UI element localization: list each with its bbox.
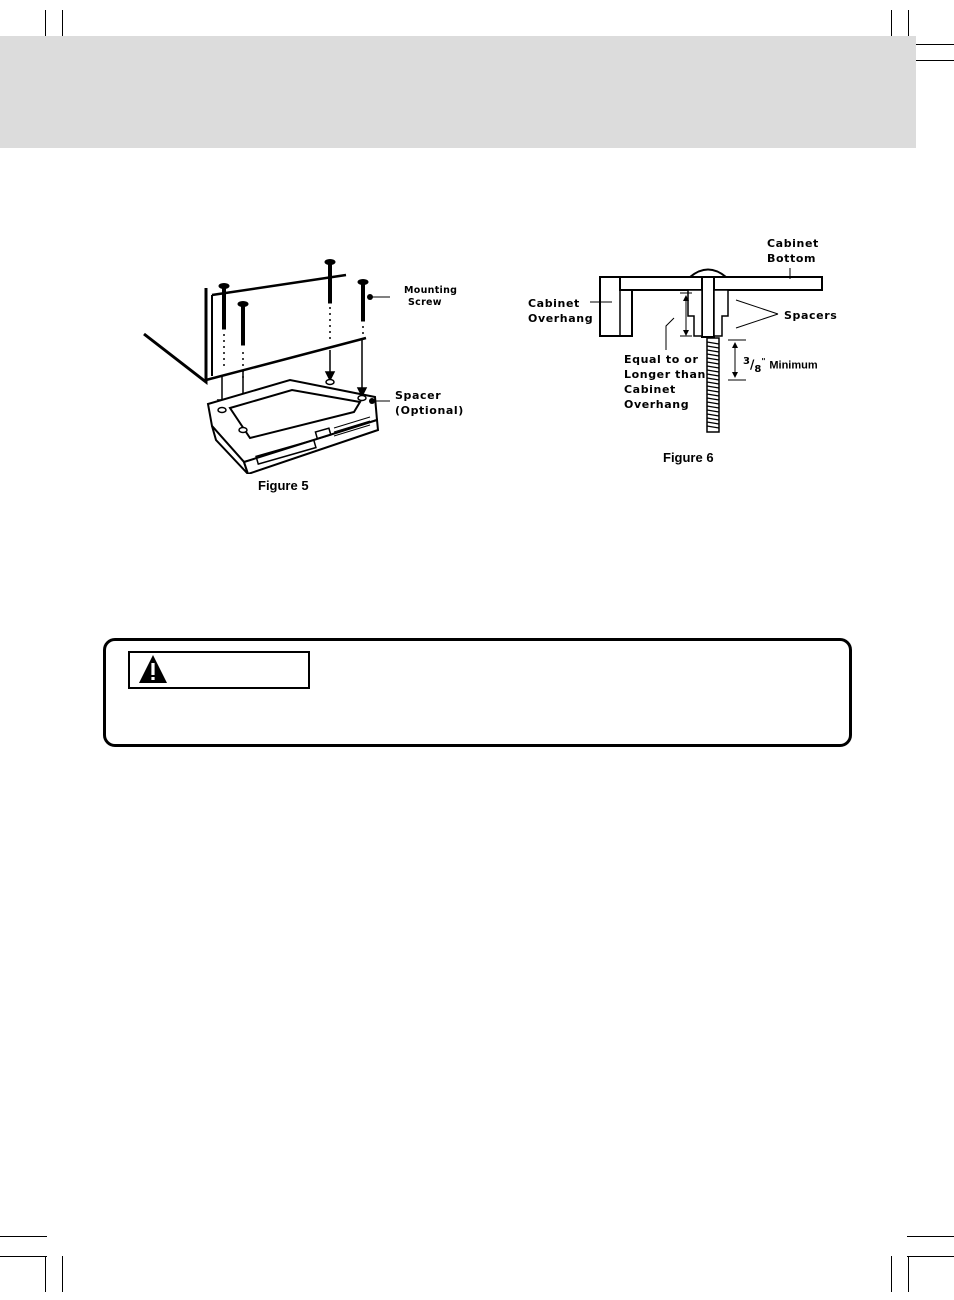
minimum-word: Minimum [769, 359, 818, 372]
figure-6-caption: Figure 6 [663, 450, 714, 465]
mounting-screw-label [404, 285, 457, 309]
spacer-optional-label [395, 388, 464, 418]
cabinet-overhang-label [528, 296, 593, 326]
header-band [0, 36, 916, 148]
minimum-label: $^3/_8^"$ Minimum [743, 356, 818, 375]
spacer-label-line1: Spacer [395, 389, 442, 402]
equal-line3: Cabinet [624, 383, 676, 396]
caution-badge [128, 651, 310, 689]
mounting-label-line1: Mounting [404, 285, 458, 296]
cabinet-bottom-line2: Bottom [767, 252, 817, 265]
fraction-numerator: 3 [743, 356, 750, 367]
inch-mark: " [761, 357, 766, 366]
figure-5-illustration [140, 252, 390, 474]
cabinet-overhang-line2: Overhang [528, 312, 594, 325]
equal-line4: Overhang [624, 398, 690, 411]
figure-5-caption: Figure 5 [258, 478, 309, 493]
equal-line2: Longer than [624, 368, 706, 381]
cabinet-bottom-line1: Cabinet [767, 237, 819, 250]
fraction-denominator: 8 [754, 363, 762, 375]
spacer-label-line2: (Optional) [395, 404, 464, 417]
equal-overhang-label [624, 352, 706, 412]
warning-triangle-icon [138, 654, 168, 684]
cabinet-overhang-line1: Cabinet [528, 297, 580, 310]
equal-line1: Equal to or [624, 353, 699, 366]
mounting-label-line2: Screw [408, 297, 442, 308]
spacers-label: Spacers [784, 309, 838, 322]
cabinet-bottom-label [767, 236, 819, 266]
